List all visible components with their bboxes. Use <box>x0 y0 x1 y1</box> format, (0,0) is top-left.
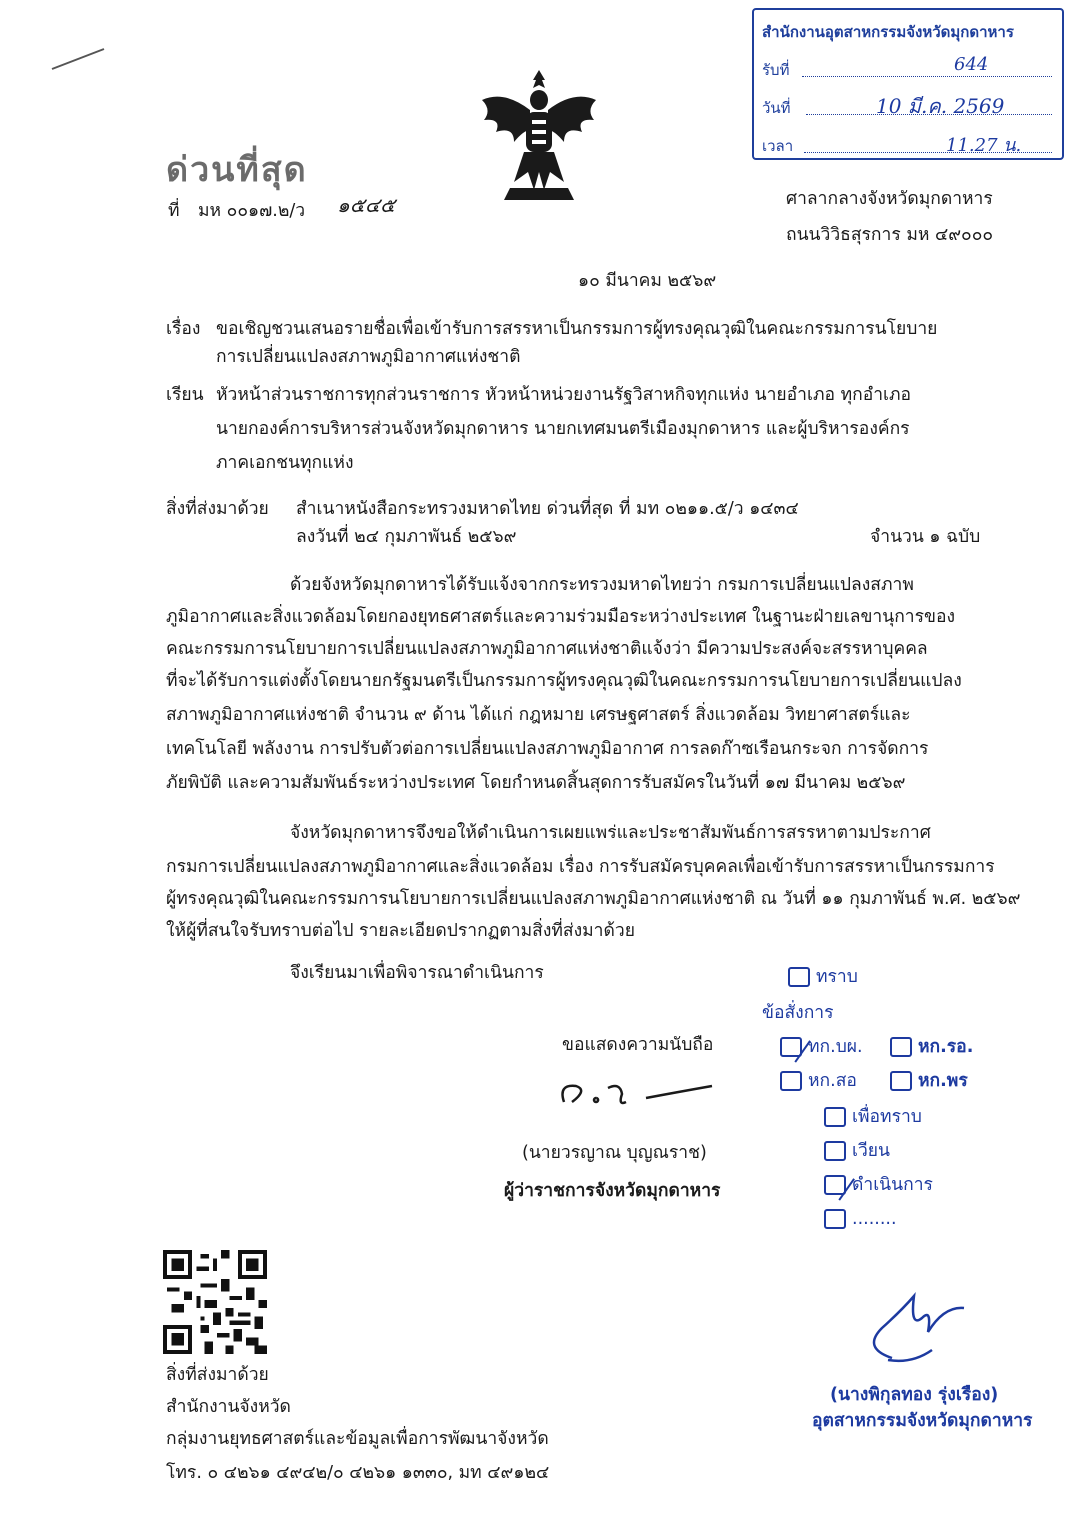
ref-number: มห ๐๐๑๗.๒/ว <box>198 201 306 221</box>
stamp-date-label: วันที่ <box>762 99 791 117</box>
action-label: ดำเนินการ <box>852 1175 933 1195</box>
stamp-office: สำนักงานอุตสาหกรรมจังหวัดมุกดาหาร <box>762 23 1014 41</box>
regards-text: ขอแสดงความนับถือ <box>562 1035 714 1055</box>
official-name: (นางพิกุลทอง รุ่งเรือง) <box>830 1385 999 1405</box>
subject-line-2: การเปลี่ยนแปลงสภาพภูมิอากาศแห่งชาติ <box>216 347 521 367</box>
to-line-1: หัวหน้าส่วนราชการทุกส่วนราชการ หัวหน้าหน่วยงานรัฐวิสาหกิจทุกแห่ง นายอำเภอ ทุกอำเภอ <box>216 385 912 405</box>
option-label: ทก.บผ. <box>808 1037 863 1057</box>
action-label: ........ <box>852 1209 897 1229</box>
stamp-time-label: เวลา <box>762 137 794 155</box>
qr-code-icon <box>163 1250 267 1354</box>
routing-action <box>824 1140 890 1162</box>
body-p1-line: ที่จะได้รับการแต่งตั้งโดยนายกรัฐมนตรีเป็นกรรมการผู้ทรงคุณวุฒิในคณะกรรมการนโยบายการเปลี่ยนแปลง <box>166 671 962 691</box>
action-checkbox <box>824 1107 846 1127</box>
subject-line-1: ขอเชิญชวนเสนอรายชื่อเพื่อเข้ารับการสรรหาเป็นกรรมการผู้ทรงคุณวุฒิในคณะกรรมการนโยบาย <box>216 319 938 339</box>
stamp-time-value: 11.27 น. <box>946 135 1022 156</box>
footer-line-2: สำนักงานจังหวัด <box>166 1397 291 1417</box>
official-title: อุตสาหกรรมจังหวัดมุกดาหาร <box>812 1411 1033 1431</box>
governor-name: (นายวรญาณ บุญณราช) <box>522 1143 707 1163</box>
acknowledge-checkbox <box>788 967 810 987</box>
official-signature <box>852 1288 972 1368</box>
body-p1-line: ภัยพิบัติ และความสัมพันธ์ระหว่างประเทศ โดยกำหนดสิ้นสุดการรับสมัครในวันที่ ๑๗ มีนาคม ๒๕๖๙ <box>166 773 906 793</box>
option-checkbox <box>890 1071 912 1091</box>
to-label: เรียน <box>166 385 204 405</box>
body-p2-line: ให้ผู้ที่สนใจรับทราบต่อไป รายละเอียดปรากฏตามสิ่งที่ส่งมาด้วย <box>166 921 635 941</box>
body-p2-line: จังหวัดมุกดาหารจึงขอให้ดำเนินการเผยแพร่และประชาสัมพันธ์การสรรหาตามประกาศ <box>290 823 931 843</box>
routing-option <box>890 1070 968 1092</box>
letter-date: ๑๐ มีนาคม ๒๕๖๙ <box>578 271 717 291</box>
urgency-mark: ด่วนที่สุด <box>166 150 308 190</box>
action-label: เวียน <box>852 1141 891 1161</box>
governor-title: ผู้ว่าราชการจังหวัดมุกดาหาร <box>504 1181 721 1201</box>
footer-line-3: กลุ่มงานยุทธศาสตร์และข้อมูลเพื่อการพัฒนาจังหวัด <box>166 1429 549 1449</box>
ref-number-handwritten: ๑๕๔๕ <box>337 193 396 217</box>
option-checkbox <box>780 1037 802 1057</box>
body-p2-line: ผู้ทรงคุณวุฒิในคณะกรรมการนโยบายการเปลี่ยนแปลงสภาพภูมิอากาศแห่งชาติ ณ วันที่ ๑๑ กุมภาพันธ์ พ.ศ. ๒๕๖๙ <box>166 889 1021 909</box>
body-p1-line: คณะกรรมการนโยบายการเปลี่ยนแปลงสภาพภูมิอากาศแห่งชาติแจ้งว่า มีความประสงค์จะสรรหาบุคคล <box>166 639 928 659</box>
enclosure-line-1: สำเนาหนังสือกระทรวงมหาดไทย ด่วนที่สุด ที่ มท ๐๒๑๑.๕/ว ๑๔๓๔ <box>296 499 799 519</box>
option-label: หก.รอ. <box>918 1037 974 1057</box>
routing-action <box>824 1174 933 1196</box>
to-line-3: ภาคเอกชนทุกแห่ง <box>216 453 354 473</box>
option-label: หก.พร <box>918 1071 968 1091</box>
action-checkbox <box>824 1175 846 1195</box>
enclosure-label: สิ่งที่ส่งมาด้วย <box>166 499 269 519</box>
option-label: หก.สอ <box>808 1071 857 1091</box>
receive-stamp <box>752 8 1064 160</box>
enclosure-line-2: ลงวันที่ ๒๔ กุมภาพันธ์ ๒๕๖๙ <box>296 527 517 547</box>
action-label: เพื่อทราบ <box>852 1107 922 1127</box>
to-line-2: นายกองค์การบริหารส่วนจังหวัดมุกดาหาร นายกเทศมนตรีเมืองมุกดาหาร และผู้บริหารองค์กร <box>216 419 910 439</box>
routing-option <box>780 1036 863 1058</box>
footer-line-4: โทร. ๐ ๔๒๖๑ ๔๙๔๒/๐ ๔๒๖๑ ๑๓๓๐, มท ๔๙๑๒๔ <box>166 1463 550 1483</box>
stamp-date-value: 10 มี.ค. 2569 <box>876 94 1005 118</box>
action-checkbox <box>824 1209 846 1229</box>
body-p2-line: กรมการเปลี่ยนแปลงสภาพภูมิอากาศและสิ่งแวดล้อม เรื่อง การรับสมัครบุคคลเพื่อเข้ารับการสรรหาเป็นกรรมการ <box>166 857 995 877</box>
garuda-emblem-icon <box>474 60 604 210</box>
stamp-receive-label: รับที่ <box>762 61 790 79</box>
pen-mark <box>48 45 108 75</box>
routing-option <box>890 1036 973 1058</box>
sender-address-2: ถนนวิวิธสุรการ มห ๔๙๐๐๐ <box>786 225 994 245</box>
acknowledge-label: ทราบ <box>816 967 858 987</box>
subject-label: เรื่อง <box>166 319 201 339</box>
routing-action <box>824 1208 897 1230</box>
routing-action <box>824 1106 922 1128</box>
enclosure-count: จำนวน ๑ ฉบับ <box>870 527 981 547</box>
body-p1-line: ภูมิอากาศและสิ่งแวดล้อมโดยกองยุทธศาสตร์และความร่วมมือระหว่างประเทศ ในฐานะฝ่ายเลขานุการของ <box>166 607 956 627</box>
stamp-receive-no: 644 <box>954 54 989 75</box>
routing-order-label: ข้อสั่งการ <box>762 1003 834 1023</box>
routing-acknowledge <box>788 966 858 988</box>
body-p1-line: ด้วยจังหวัดมุกดาหารได้รับแจ้งจากกระทรวงมหาดไทยว่า กรมการเปลี่ยนแปลงสภาพ <box>290 575 914 595</box>
body-p1-line: เทคโนโลยี พลังงาน การปรับตัวต่อการเปลี่ยนแปลงสภาพภูมิอากาศ การลดก๊าซเรือนกระจก การจัดการ <box>166 739 929 759</box>
routing-option <box>780 1070 857 1092</box>
closing-line: จึงเรียนมาเพื่อพิจารณาดำเนินการ <box>290 963 544 983</box>
governor-signature <box>548 1072 718 1122</box>
ref-label: ที่ <box>168 201 180 221</box>
footer-line-1: สิ่งที่ส่งมาด้วย <box>166 1365 269 1385</box>
sender-address-1: ศาลากลางจังหวัดมุกดาหาร <box>786 189 993 209</box>
body-p1-line: สภาพภูมิอากาศแห่งชาติ จำนวน ๙ ด้าน ได้แก่ กฎหมาย เศรษฐศาสตร์ สิ่งแวดล้อม วิทยาศาสตร์และ <box>166 705 911 725</box>
option-checkbox <box>780 1071 802 1091</box>
action-checkbox <box>824 1141 846 1161</box>
option-checkbox <box>890 1037 912 1057</box>
